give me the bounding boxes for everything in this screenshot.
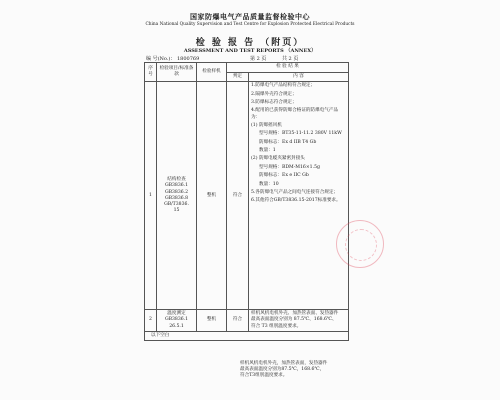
table-row (145, 310, 349, 332)
row1-result-line: 1.防爆电气产品结构符合规定； (251, 83, 316, 89)
row1-item-line: 15 (173, 208, 180, 214)
row2-result-line: 样机风机电机外壳、加热管表面、发热器件 (251, 311, 339, 317)
report-title: 检 验 报 告 （附页） (195, 38, 305, 48)
row2-item-line: 26.5.1 (169, 323, 184, 329)
center-title-en: China National Quality Supervision and Test Centre for Explosion Protected Electrical Products (145, 22, 355, 27)
row1-result-line: 防爆标志：Ex d IIB T4 Gb (259, 139, 317, 145)
row2-seq: 2 (145, 310, 157, 332)
row2-result (249, 310, 349, 332)
footer-note (240, 361, 348, 380)
row1-seq: 1 (145, 82, 157, 310)
header-item: 检验项目/标准条款 (157, 63, 197, 82)
row2-item (157, 310, 197, 332)
report-number-label: 编 号(No.)： (146, 56, 176, 62)
row1-result-line: 型号规格：BDM-M16×1.5g (259, 164, 320, 170)
row1-result-line: 6.其他符合GB/T3836.15-2017标准要求。 (251, 198, 341, 204)
table-header-row (145, 63, 349, 73)
row1-result-line: (1) 防爆摇风机 (251, 122, 282, 128)
row1-item-line: 结构检查 (167, 177, 186, 183)
row1-item (157, 82, 197, 310)
row1-result-line: 数量：1 (259, 148, 276, 153)
row1-item-line: GB/T3836. (164, 201, 189, 207)
row1-result-line: 型号规格：BT35-11-11.2 380V 11kW (259, 131, 342, 137)
footer-note-line: 最高表面温度分别为87.5℃，168.6℃， (240, 367, 325, 373)
page-current: 第 2 页 (250, 56, 267, 62)
footer-note-line: 样机风机电机外壳，加热管表面，发热器件 (240, 361, 328, 366)
row1-result-line: 数量：10 (259, 181, 279, 187)
header-result: 检 验 结 果 (227, 63, 349, 73)
row1-result-line: 3.防爆标志符合规定； (251, 99, 297, 105)
row1-result (249, 82, 349, 310)
header-sample: 检验样机 (197, 63, 227, 82)
row1-item-line: GB3836.8 (164, 195, 189, 201)
center-title-cn: 国家防爆电气产品质量监督检验中心 (190, 12, 310, 21)
row1-verdict: 符合 (227, 82, 249, 310)
official-seal (336, 220, 384, 268)
blank-remainder-note: 以下空白 (145, 331, 349, 340)
row1-sample: 整机 (197, 82, 227, 310)
row1-result-line: 2.隔爆外壳符合规定； (251, 91, 297, 97)
row1-result-line: (2) 防爆电缆夹紧密封接头 (251, 156, 305, 162)
row2-result-line: 最高表面温度分别为 87.5℃、168.6℃、 (251, 317, 337, 323)
row1-result-line: 5.各防爆电气产品之间电气连接符合规定； (251, 189, 339, 195)
header-verdict: 判定 (227, 73, 249, 82)
row2-item-line: 温度测定 (167, 311, 186, 317)
page-total: 共 2 页 (281, 56, 299, 62)
results-table (144, 62, 349, 341)
report-subtitle: ASSESSMENT AND TEST REPORTS （ANNEX） (183, 48, 317, 54)
report-number (146, 55, 199, 62)
row1-result-line: 4.配用的已获得防爆合格证的防爆电气产品为： (251, 108, 339, 120)
row1-result-line: 防爆标志：Ex e IIC Gb (259, 173, 309, 179)
header-seq: 序号 (145, 63, 157, 82)
table-row (145, 82, 349, 310)
report-number-value: 1800769 (176, 56, 200, 62)
official-seal-inner (345, 229, 377, 261)
table-row-blank (145, 331, 349, 340)
page-indicator (250, 55, 312, 62)
row2-item-line: GB3836.1 (164, 317, 189, 323)
row2-result-line: 符合 T3 组别温度要求。 (251, 323, 302, 329)
row2-sample: 整机 (197, 310, 227, 332)
row2-verdict: 符合 (227, 310, 249, 332)
row1-item-line: GB3836.1 (164, 183, 189, 189)
row1-item-line: GB3836.2 (164, 189, 189, 195)
header-content: 内 容 (249, 73, 349, 82)
footer-note-line: 符合T3组别温度要求。 (240, 373, 288, 379)
